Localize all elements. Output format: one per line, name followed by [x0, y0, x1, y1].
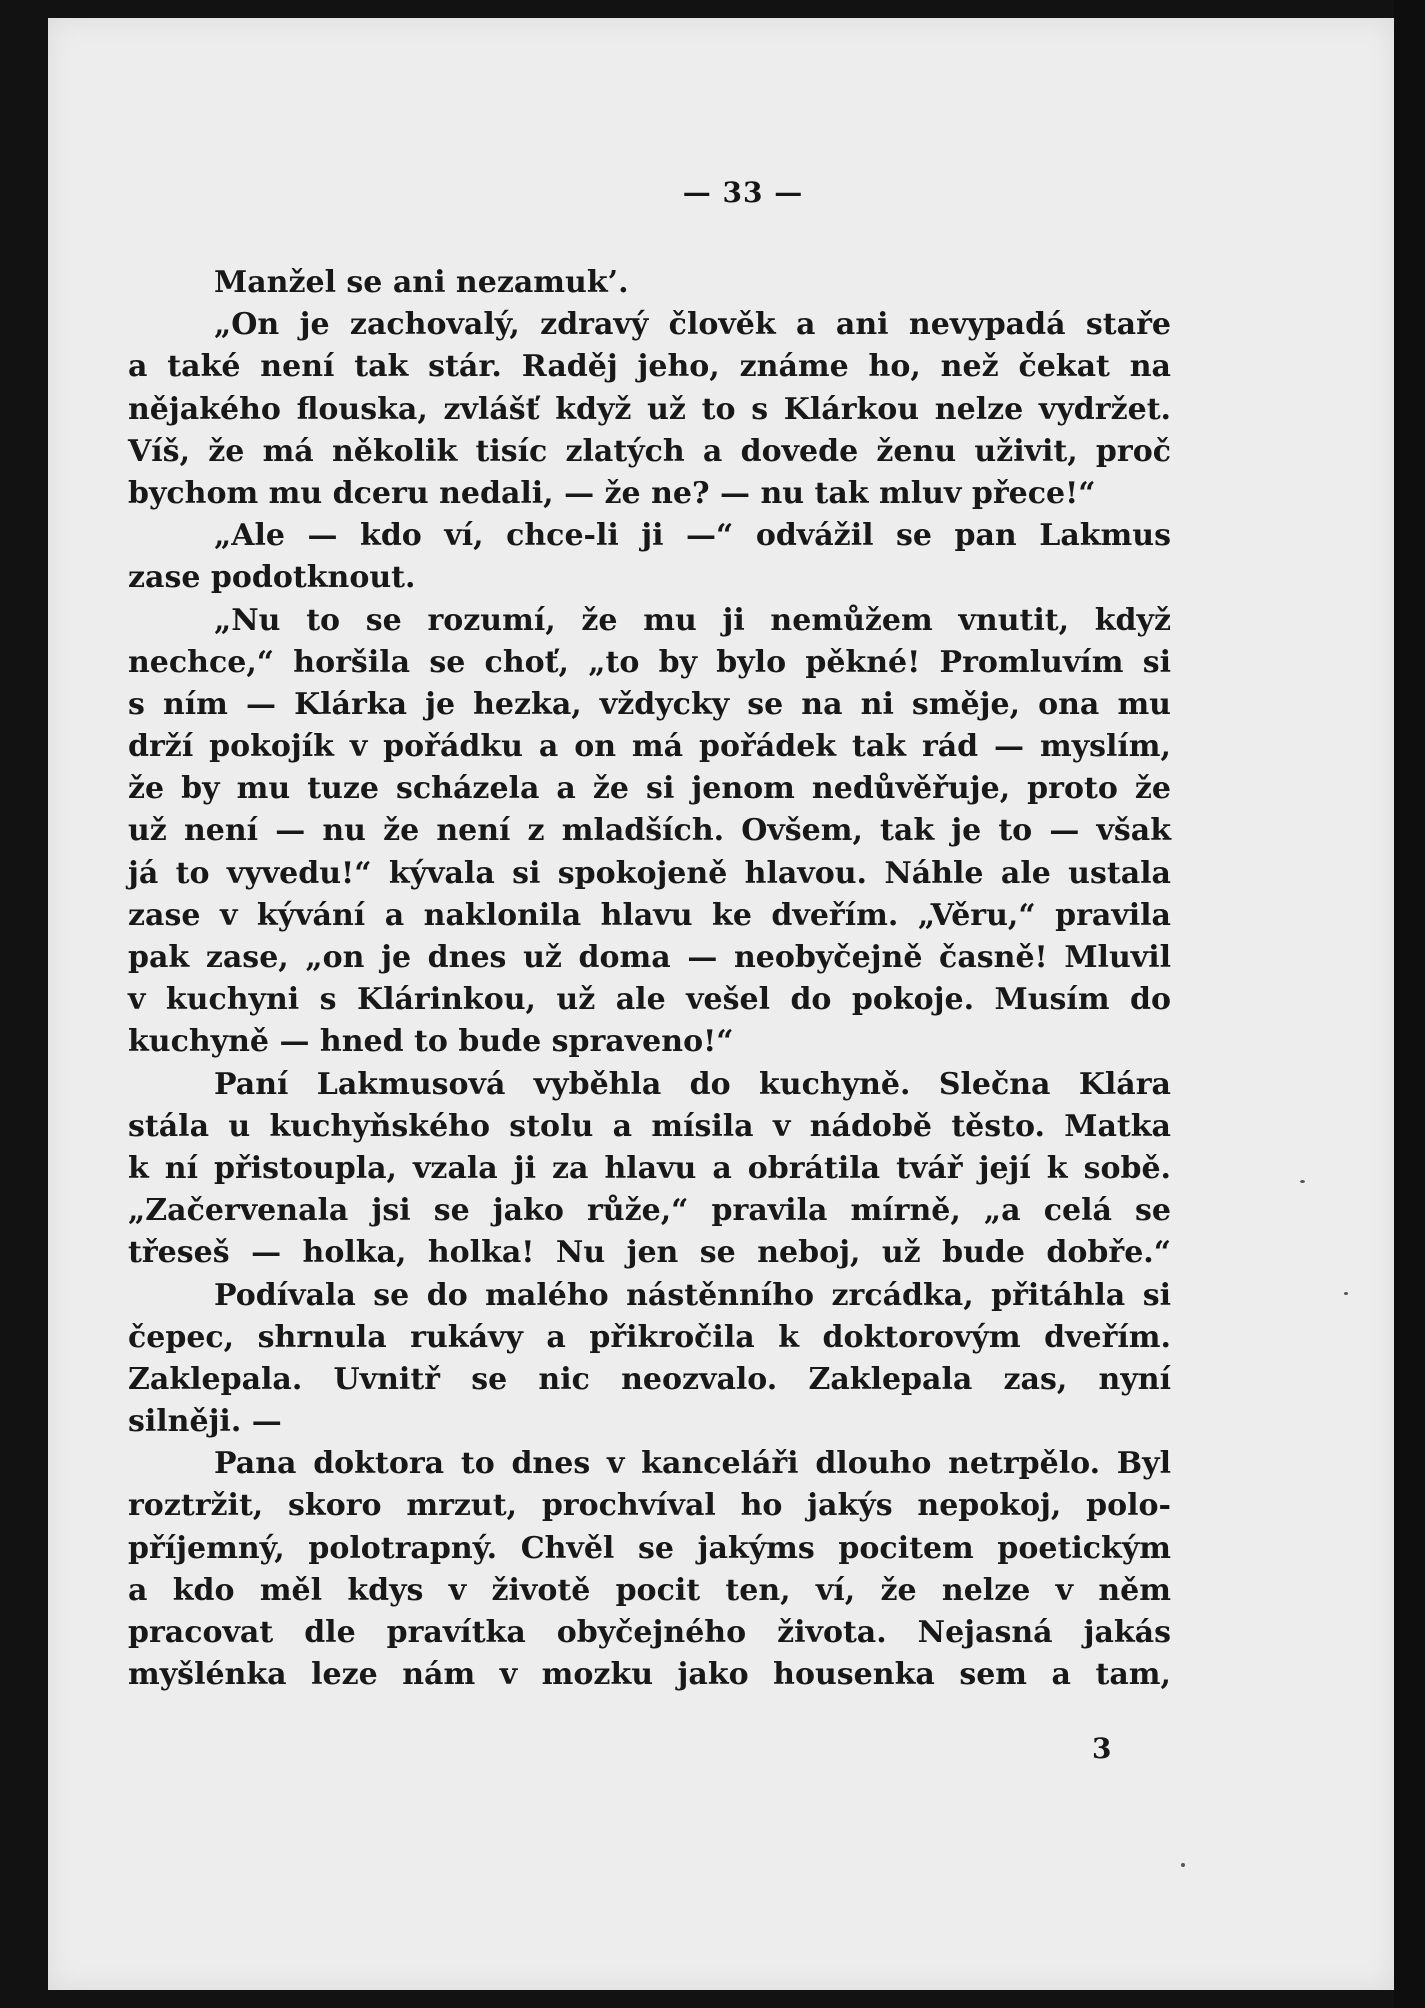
- page-number: — 33 —: [682, 176, 804, 209]
- text-line: „Nu to se rozumí, že mu ji nemůžem vnutit, když: [214, 602, 1171, 638]
- text-line: Zaklepala. Uvnitř se nic neozvalo. Zaklepala zas, nyní: [128, 1361, 1171, 1397]
- text-line: „Začervenala jsi se jako růže,“ pravila mírně, „a celá se: [128, 1193, 1171, 1229]
- dust-speck: [1344, 1292, 1348, 1295]
- text-line: že by mu tuze scházela a že si jenom nedůvěřuje, proto že: [128, 771, 1171, 807]
- text-line: „On je zachovalý, zdravý člověk a ani nevypadá staře: [214, 307, 1171, 343]
- text-line: Podívala se do malého nástěnního zrcádka, přitáhla si: [214, 1277, 1171, 1313]
- text-line: s ním — Klárka je hezka, vždycky se na ni směje, ona mu: [128, 686, 1171, 722]
- text-line: zase podotknout.: [128, 560, 416, 596]
- text-line: v kuchyni s Klárinkou, už ale vešel do pokoje. Musím do: [128, 982, 1171, 1018]
- dust-speck: [1300, 1180, 1305, 1183]
- text-line: k ní přistoupla, vzala ji za hlavu a obrátila tvář její k sobě.: [128, 1150, 1171, 1186]
- text-line: myšlénka leze nám v mozku jako housenka sem a tam,: [128, 1657, 1171, 1693]
- dust-speck: [1181, 1863, 1185, 1867]
- text-line: příjemný, polotrapný. Chvěl se jakýms pocitem poetickým: [128, 1530, 1171, 1566]
- signature-mark: 3: [1092, 1732, 1112, 1765]
- text-line: už není — nu že není z mladších. Ovšem, tak je to — však: [128, 813, 1171, 849]
- text-line: stála u kuchyňského stolu a mísila v nádobě těsto. Matka: [128, 1108, 1171, 1144]
- text-line: kuchyně — hned to bude spraveno!“: [128, 1024, 734, 1060]
- text-line: pak zase, „on je dnes už doma — neobyčejně časně! Mluvil: [128, 940, 1171, 975]
- text-line: „Ale — kdo ví, chce-li ji —“ odvážil se pan Lakmus: [214, 518, 1171, 554]
- text-line: bychom mu dceru nedali, — že ne? — nu tak mluv přece!“: [128, 475, 1096, 511]
- text-line: já to vyvedu!“ kývala si spokojeně hlavou. Náhle ale ustala: [128, 855, 1171, 891]
- text-line: a kdo měl kdys v životě pocit ten, ví, že nelze v něm: [128, 1572, 1171, 1608]
- text-line: čepec, shrnula rukávy a přikročila k doktorovým dveřím.: [128, 1319, 1171, 1355]
- body-text: [128, 262, 1171, 1696]
- text-line: drží pokojík v pořádku a on má pořádek tak rád — myslím,: [128, 729, 1171, 765]
- text-line: Víš, že má několik tisíc zlatých a dovede ženu uživit, proč: [128, 433, 1171, 469]
- text-line: třeseš — holka, holka! Nu jen se neboj, už bude dobře.“: [128, 1235, 1171, 1271]
- scan-right-edge: [1394, 0, 1425, 2008]
- text-line: Pana doktora to dnes v kanceláři dlouho netrpělo. Byl: [214, 1446, 1171, 1482]
- text-line: Manžel se ani nezamuk’.: [214, 265, 629, 300]
- text-line: nějakého flouska, zvlášť když už to s Klárkou nelze vydržet.: [128, 391, 1171, 427]
- text-line: a také není tak stár. Raděj jeho, známe ho, než čekat na: [128, 349, 1171, 385]
- text-line: zase v kývání a naklonila hlavu ke dveřím. „Věru,“ pravila: [128, 897, 1171, 933]
- text-line: silněji. —: [128, 1404, 282, 1440]
- text-line: Paní Lakmusová vyběhla do kuchyně. Slečna Klára: [214, 1066, 1171, 1102]
- text-line: nechce,“ horšila se choť, „to by bylo pěkné! Promluvím si: [128, 644, 1171, 680]
- text-line: pracovat dle pravítka obyčejného života. Nejasná jakás: [128, 1615, 1171, 1650]
- text-line: roztržit, skoro mrzut, prochvíval ho jakýs nepokoj, polo-: [128, 1488, 1171, 1524]
